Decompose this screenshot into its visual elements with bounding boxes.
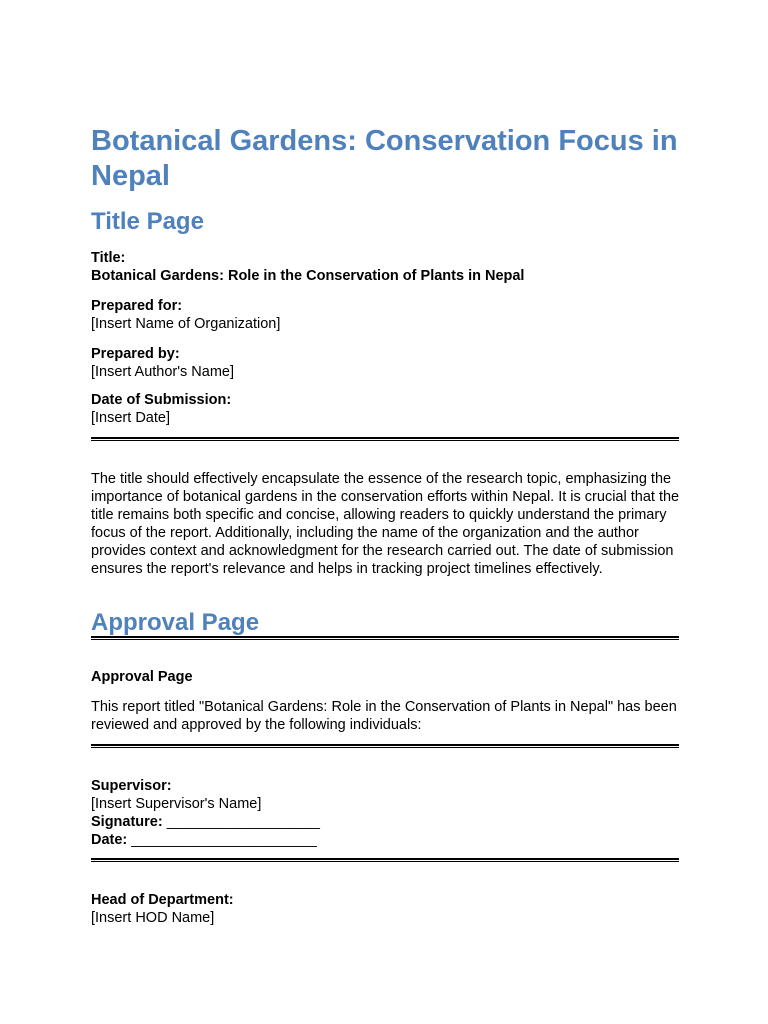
supervisor-value: [Insert Supervisor's Name] [91, 796, 262, 812]
prepared-for-value: [Insert Name of Organization] [91, 316, 281, 332]
hod-label: Head of Department: [91, 892, 234, 908]
section-divider [91, 636, 679, 640]
prepared-for-field [91, 297, 679, 333]
prepared-by-label: Prepared by: [91, 346, 180, 362]
title-field [91, 249, 679, 285]
supervisor-block [91, 777, 679, 849]
prepared-by-field [91, 345, 679, 381]
approval-subheading-text: Approval Page [91, 669, 193, 685]
title-value: Botanical Gardens: Role in the Conservation of Plants in Nepal [91, 268, 525, 284]
section-divider [91, 858, 679, 862]
document-title: Botanical Gardens: Conservation Focus in Nepal [91, 125, 678, 192]
date-of-submission-field [91, 391, 679, 427]
signature-line [91, 813, 679, 831]
supervisor-label: Supervisor: [91, 778, 172, 794]
approval-page-heading: Approval Page [91, 609, 260, 636]
hod-value: [Insert HOD Name] [91, 910, 215, 926]
approval-intro: This report titled "Botanical Gardens: Role in the Conservation of Plants in Nepal" has been reviewed and approved by the following individuals: [91, 699, 677, 733]
section-divider [91, 744, 679, 748]
section-divider [91, 437, 679, 441]
date-label: Date: [91, 832, 128, 848]
date-of-submission-label: Date of Submission: [91, 392, 232, 408]
date-of-submission-value: [Insert Date] [91, 410, 170, 426]
signature-label: Signature: [91, 814, 163, 830]
date-blank: _______________________ [127, 832, 317, 848]
approval-subheading [91, 668, 679, 686]
title-page-description: The title should effectively encapsulate the essence of the research topic, emphasizing the importance of botanical gardens in the conservation efforts within Nepal. It is crucial that the title remains both specific and concise, allowing readers to quickly understand the primary focus of the report. Additionally, including the name of the organization and the author provides context and acknowledgment for the research carried out. The date of submission ensures the report's relevance and helps in tracking project timelines effectively. [91, 471, 680, 577]
hod-block [91, 891, 679, 927]
title-page-heading: Title Page [91, 208, 204, 235]
title-label: Title: [91, 250, 126, 266]
date-line [91, 831, 679, 849]
prepared-by-value: [Insert Author's Name] [91, 364, 234, 380]
signature-blank: ___________________ [162, 814, 320, 830]
prepared-for-label: Prepared for: [91, 298, 183, 314]
